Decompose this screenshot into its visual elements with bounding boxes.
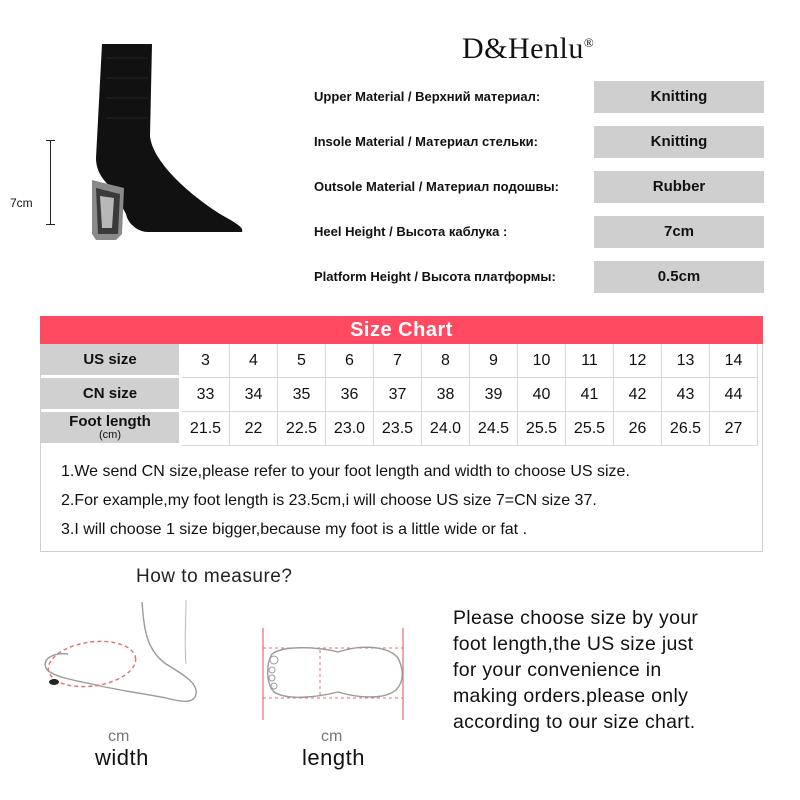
spec-row-outsole — [314, 171, 764, 203]
size-cell: 41 — [566, 378, 614, 412]
width-label: width — [95, 745, 149, 770]
size-row-header — [41, 378, 182, 412]
size-cell: 40 — [518, 378, 566, 412]
spec-row-heel-height — [314, 216, 764, 248]
size-cell: 12 — [614, 344, 662, 378]
size-note: 3.I will choose 1 size bigger,because my foot is a little wide or fat . — [61, 521, 528, 538]
size-row-header — [41, 344, 182, 378]
size-cell: 25.5 — [518, 412, 566, 446]
advice-line: according to our size chart. — [453, 711, 696, 733]
size-chart-title: Size Chart — [40, 316, 763, 344]
size-cell: 23.0 — [326, 412, 374, 446]
size-table-row — [41, 412, 758, 446]
foot-width-figure — [36, 598, 226, 723]
size-row-label: Foot length — [69, 413, 151, 430]
size-cell: 24.5 — [470, 412, 518, 446]
size-cell: 22 — [230, 412, 278, 446]
spec-value: Knitting — [594, 126, 764, 158]
advice-line: Please choose size by your — [453, 607, 699, 629]
size-chart-box — [40, 344, 763, 552]
size-cell: 22.5 — [278, 412, 326, 446]
boot-image — [30, 38, 260, 248]
spec-label: Insole Material / Материал стельки: — [314, 134, 538, 149]
size-cell: 42 — [614, 378, 662, 412]
size-note: 1.We send CN size,please refer to your foot length and width to choose US size. — [61, 463, 630, 480]
heel-measure-top-tick — [46, 140, 55, 141]
size-cell: 37 — [374, 378, 422, 412]
length-label: length — [302, 745, 365, 770]
spec-row-insole — [314, 126, 764, 158]
size-cell: 26.5 — [662, 412, 710, 446]
size-cell: 10 — [518, 344, 566, 378]
size-cell: 14 — [710, 344, 758, 378]
size-advice-text — [453, 605, 773, 735]
size-cell: 43 — [662, 378, 710, 412]
foot-top-illustration — [258, 624, 408, 724]
size-table-row — [41, 378, 758, 412]
spec-value: 7cm — [594, 216, 764, 248]
ankle-boot-illustration — [30, 38, 260, 248]
size-cell: 24.0 — [422, 412, 470, 446]
size-cell: 44 — [710, 378, 758, 412]
size-cell: 9 — [470, 344, 518, 378]
size-cell: 25.5 — [566, 412, 614, 446]
size-cell: 39 — [470, 378, 518, 412]
size-cell: 6 — [326, 344, 374, 378]
size-cell: 21.5 — [182, 412, 230, 446]
size-cell: 13 — [662, 344, 710, 378]
spec-label: Upper Material / Верхний материал: — [314, 89, 541, 104]
size-notes — [61, 457, 630, 544]
size-table-row — [41, 344, 758, 378]
advice-line: making orders.please only — [453, 685, 689, 707]
size-row-label: CN size — [82, 384, 138, 402]
size-cell: 8 — [422, 344, 470, 378]
size-cell: 35 — [278, 378, 326, 412]
heel-measure-bottom-tick — [46, 224, 55, 225]
spec-label: Platform Height / Высота платформы: — [314, 269, 556, 284]
foot-side-illustration — [36, 598, 226, 718]
size-table — [41, 344, 758, 446]
size-row-label: US size — [83, 350, 137, 368]
size-cell: 3 — [182, 344, 230, 378]
size-cell: 38 — [422, 378, 470, 412]
advice-line: for your convenience in — [453, 659, 662, 681]
size-cell: 33 — [182, 378, 230, 412]
how-to-measure-title: How to measure? — [136, 566, 293, 587]
spec-row-upper — [314, 81, 764, 113]
size-cell: 5 — [278, 344, 326, 378]
spec-label: Outsole Material / Материал подошвы: — [314, 179, 559, 194]
spec-value: 0.5cm — [594, 261, 764, 293]
spec-label: Heel Height / Высота каблука : — [314, 224, 508, 239]
size-cell: 7 — [374, 344, 422, 378]
advice-line: foot length,the US size just — [453, 633, 694, 655]
size-cell: 11 — [566, 344, 614, 378]
size-row-unit: (cm) — [99, 429, 121, 441]
registered-mark: ® — [583, 35, 595, 50]
size-cell: 4 — [230, 344, 278, 378]
heel-height-label: 7cm — [10, 196, 33, 210]
spec-value: Knitting — [594, 81, 764, 113]
size-cell: 34 — [230, 378, 278, 412]
size-note: 2.For example,my foot length is 23.5cm,i will choose US size 7=CN size 37. — [61, 492, 597, 509]
spec-value: Rubber — [594, 171, 764, 203]
size-cell: 36 — [326, 378, 374, 412]
brand-name: D&Henlu — [462, 32, 584, 65]
brand-logo — [462, 32, 594, 66]
heel-measure-line — [50, 140, 51, 224]
size-cell: 23.5 — [374, 412, 422, 446]
spec-row-platform-height — [314, 261, 764, 293]
size-cell: 27 — [710, 412, 758, 446]
size-cell: 26 — [614, 412, 662, 446]
length-unit: cm — [321, 728, 343, 745]
size-row-header — [41, 412, 182, 446]
width-unit: cm — [108, 728, 130, 745]
foot-length-figure — [258, 624, 408, 729]
